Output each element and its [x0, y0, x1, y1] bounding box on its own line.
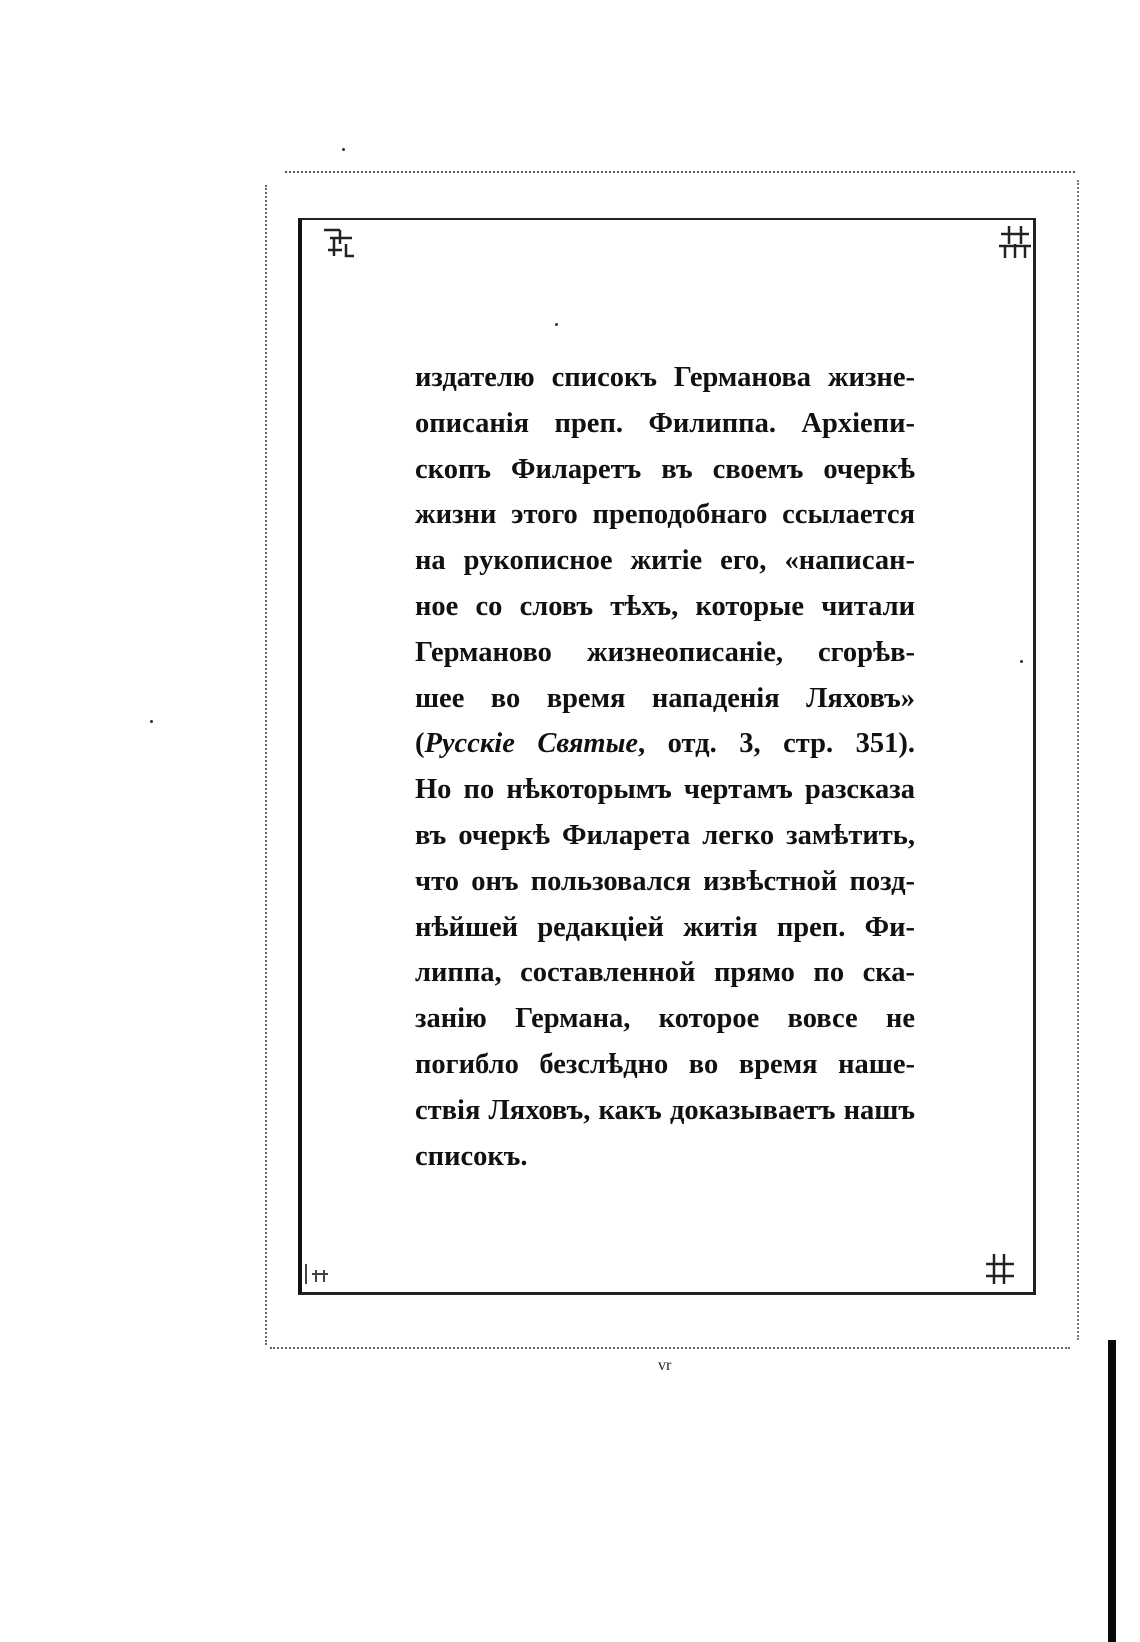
text-line: погибло безслѣдно во время наше-: [415, 1048, 915, 1080]
citation-rest: , отд. 3, стр. 351).: [638, 728, 915, 760]
citation-open: (: [415, 728, 425, 760]
text-line: что онъ пользовался извѣстной позд-: [415, 865, 915, 897]
text-line: издателю списокъ Германова жизне-: [415, 362, 915, 393]
citation-title: Русскіе Святые: [424, 728, 639, 760]
scan-guide-bottom: [270, 1347, 1070, 1349]
text-line: ствія Ляховъ, какъ доказываетъ нашъ: [415, 1094, 915, 1126]
text-line: ное со словъ тѣхъ, которые читали: [415, 590, 915, 622]
scan-speck: [555, 323, 558, 326]
text-line: въ очеркѣ Филарета легко замѣтить,: [415, 819, 915, 851]
scan-guide-left: [265, 185, 267, 1345]
corner-ornament-icon: [980, 1250, 1020, 1290]
text-line: Но по нѣкоторымъ чертамъ разсказа: [415, 774, 915, 806]
scan-speck: [342, 148, 345, 151]
text-line: Германово жизнеописаніе, сгорѣв-: [415, 636, 915, 668]
text-line: нѣйшей редакціей житія преп. Фи-: [415, 911, 915, 943]
text-line: занію Германа, которое вовсе не: [415, 1003, 915, 1035]
text-line: шее во время нападенія Ляховъ»: [415, 682, 915, 714]
text-line: на рукописное житіе его, «написан-: [415, 545, 915, 577]
text-line: жизни этого преподобнаго ссылается: [415, 499, 915, 531]
page-mark: vr: [658, 1357, 672, 1374]
corner-ornament-icon: [300, 1250, 340, 1290]
scan-speck: [150, 720, 153, 723]
text-line: скопъ Филаретъ въ своемъ очеркѣ: [415, 453, 915, 485]
scan-edge-shadow: [1108, 1340, 1116, 1642]
text-line: описанія преп. Филиппа. Архіепи-: [415, 407, 915, 439]
text-line: списокъ.: [415, 1140, 528, 1172]
scan-guide-right: [1077, 180, 1079, 1340]
corner-ornament-icon: [320, 222, 360, 262]
scan-guide-top: [285, 171, 1075, 173]
body-text: [415, 355, 915, 1179]
text-line: липпа, составленной прямо по ска-: [415, 957, 915, 989]
citation-line: [415, 721, 915, 767]
scan-speck: [1020, 660, 1023, 663]
corner-ornament-icon: [995, 222, 1035, 262]
